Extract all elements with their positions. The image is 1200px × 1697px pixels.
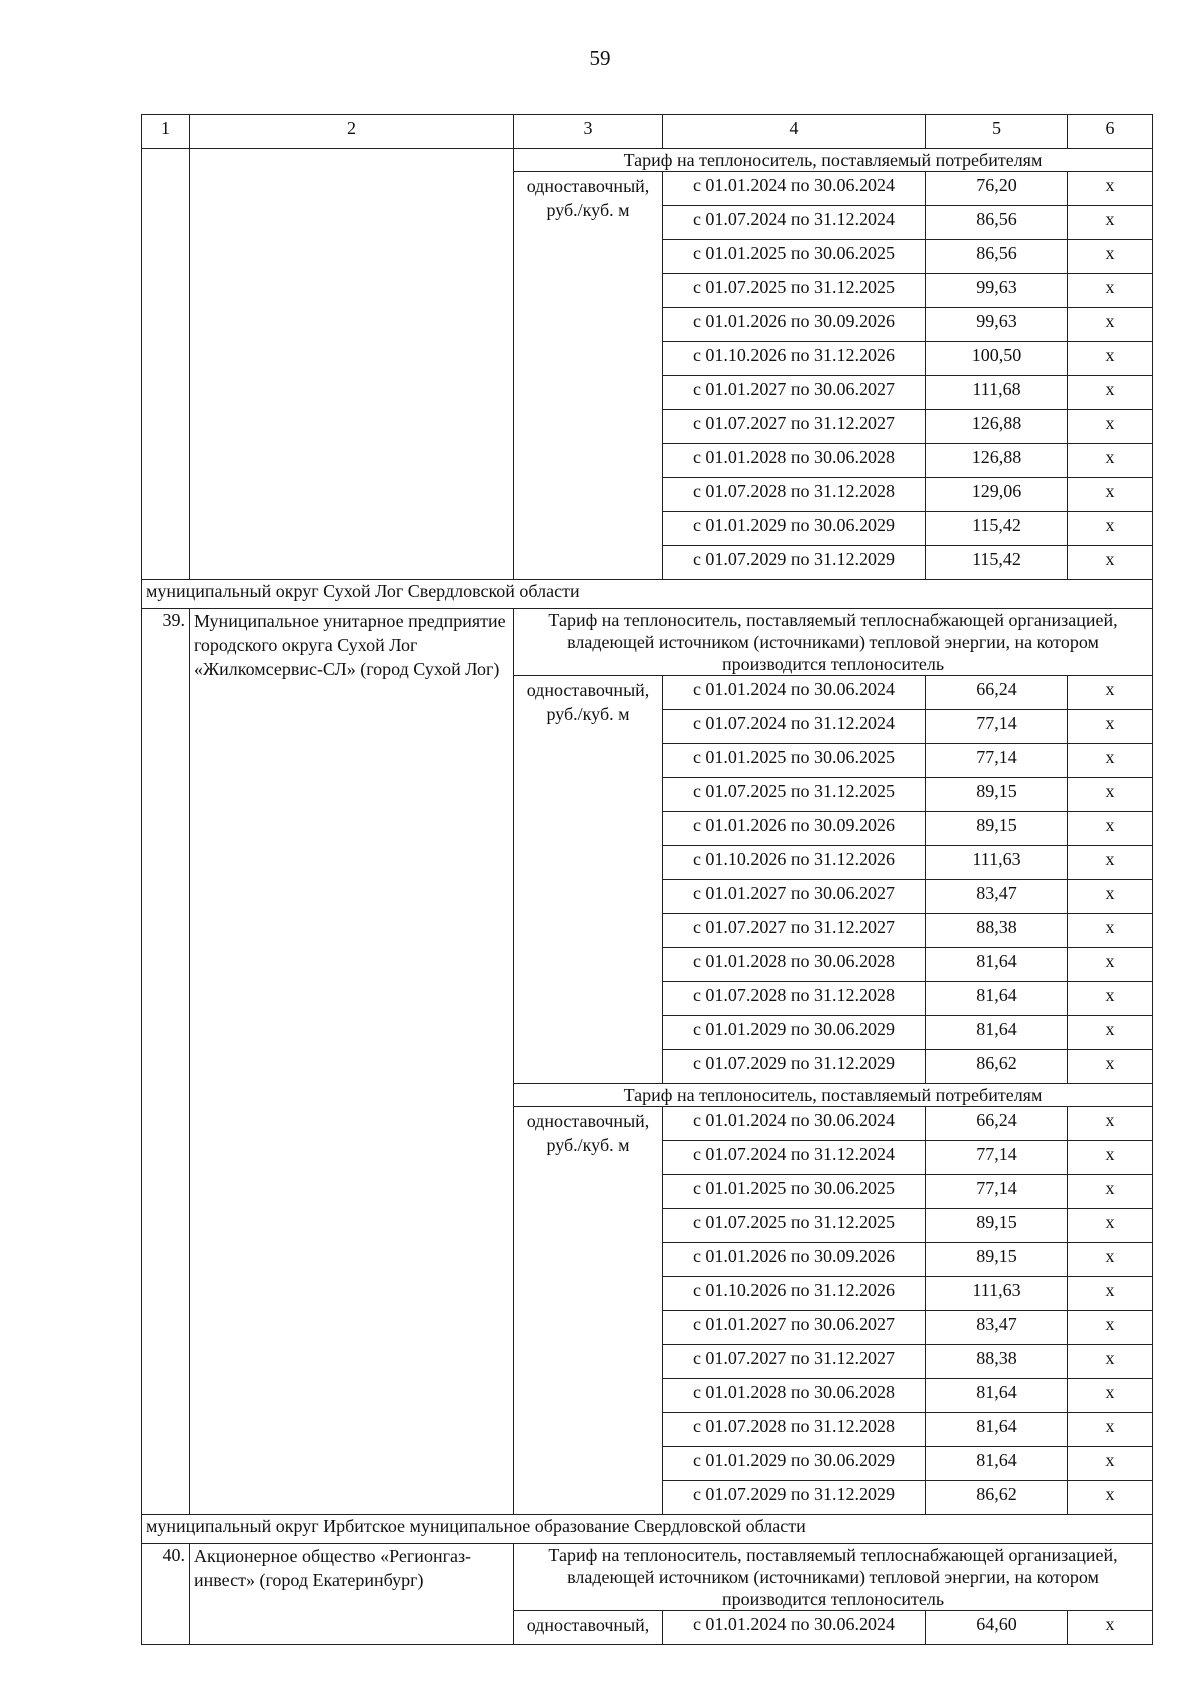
tariff-value-cell: 89,15 bbox=[926, 778, 1068, 812]
tariff-title: Тариф на теплоноситель, поставляемый теплоснабжающей организацией, владеющей источником (источниками) тепловой энергии, на котором производится теплоноситель bbox=[514, 1544, 1153, 1611]
column-6-cell: х bbox=[1068, 1243, 1153, 1277]
column-6-cell: х bbox=[1068, 1447, 1153, 1481]
column-6-cell: х bbox=[1068, 410, 1153, 444]
column-header: 1 bbox=[142, 115, 190, 149]
tariff-value-cell: 86,56 bbox=[926, 240, 1068, 274]
tariff-table-body bbox=[142, 115, 1153, 1645]
period-cell: с 01.07.2027 по 31.12.2027 bbox=[663, 1345, 926, 1379]
column-header: 5 bbox=[926, 115, 1068, 149]
column-6-cell: х bbox=[1068, 206, 1153, 240]
column-6-cell: х bbox=[1068, 1481, 1153, 1515]
period-cell: с 01.01.2025 по 30.06.2025 bbox=[663, 744, 926, 778]
tariff-title-row bbox=[142, 1544, 1153, 1611]
tariff-value-cell: 86,56 bbox=[926, 206, 1068, 240]
period-cell: с 01.07.2025 по 31.12.2025 bbox=[663, 274, 926, 308]
tariff-value-cell: 83,47 bbox=[926, 1311, 1068, 1345]
column-6-cell: х bbox=[1068, 478, 1153, 512]
tariff-value-cell: 111,68 bbox=[926, 376, 1068, 410]
row-number-cell bbox=[142, 149, 190, 580]
column-6-cell: х bbox=[1068, 914, 1153, 948]
period-cell: с 01.01.2027 по 30.06.2027 bbox=[663, 1311, 926, 1345]
column-6-cell: х bbox=[1068, 880, 1153, 914]
period-cell: с 01.01.2028 по 30.06.2028 bbox=[663, 444, 926, 478]
tariff-value-cell: 77,14 bbox=[926, 1175, 1068, 1209]
tariff-title: Тариф на теплоноситель, поставляемый теплоснабжающей организацией, владеющей источником (источниками) тепловой энергии, на котором производится теплоноситель bbox=[514, 609, 1153, 676]
tariff-value-cell: 99,63 bbox=[926, 274, 1068, 308]
period-cell: с 01.01.2028 по 30.06.2028 bbox=[663, 948, 926, 982]
municipality-row bbox=[142, 580, 1153, 609]
period-cell: с 01.07.2028 по 31.12.2028 bbox=[663, 982, 926, 1016]
period-cell: с 01.01.2024 по 30.06.2024 bbox=[663, 172, 926, 206]
tariff-title: Тариф на теплоноситель, поставляемый потребителям bbox=[514, 1084, 1153, 1107]
tariff-value-cell: 76,20 bbox=[926, 172, 1068, 206]
tariff-value-cell: 77,14 bbox=[926, 710, 1068, 744]
tariff-title-row bbox=[142, 609, 1153, 676]
tariff-value-cell: 86,62 bbox=[926, 1050, 1068, 1084]
column-header: 2 bbox=[190, 115, 514, 149]
column-6-cell: х bbox=[1068, 778, 1153, 812]
column-6-cell: х bbox=[1068, 1175, 1153, 1209]
column-header: 4 bbox=[663, 115, 926, 149]
column-6-cell: х bbox=[1068, 710, 1153, 744]
tariff-value-cell: 88,38 bbox=[926, 1345, 1068, 1379]
column-6-cell: х bbox=[1068, 274, 1153, 308]
column-6-cell: х bbox=[1068, 546, 1153, 580]
period-cell: с 01.01.2029 по 30.06.2029 bbox=[663, 1016, 926, 1050]
tariff-value-cell: 99,63 bbox=[926, 308, 1068, 342]
column-6-cell: х bbox=[1068, 1050, 1153, 1084]
column-6-cell: х bbox=[1068, 846, 1153, 880]
column-6-cell: х bbox=[1068, 376, 1153, 410]
period-cell: с 01.07.2024 по 31.12.2024 bbox=[663, 206, 926, 240]
organization-cell bbox=[190, 149, 514, 580]
tariff-value-cell: 81,64 bbox=[926, 1379, 1068, 1413]
unit-cell: одноставочный, bbox=[514, 1611, 663, 1645]
column-6-cell: х bbox=[1068, 1141, 1153, 1175]
organization-cell: Муниципальное унитарное предприятие городского округа Сухой Лог «Жилкомсервис-СЛ» (город Сухой Лог) bbox=[190, 609, 514, 1515]
period-cell: с 01.07.2029 по 31.12.2029 bbox=[663, 546, 926, 580]
tariff-value-cell: 64,60 bbox=[926, 1611, 1068, 1645]
period-cell: с 01.01.2026 по 30.09.2026 bbox=[663, 1243, 926, 1277]
tariff-value-cell: 126,88 bbox=[926, 444, 1068, 478]
tariff-value-cell: 77,14 bbox=[926, 744, 1068, 778]
period-cell: с 01.01.2026 по 30.09.2026 bbox=[663, 812, 926, 846]
tariff-value-cell: 126,88 bbox=[926, 410, 1068, 444]
period-cell: с 01.07.2027 по 31.12.2027 bbox=[663, 410, 926, 444]
tariff-value-cell: 81,64 bbox=[926, 1413, 1068, 1447]
period-cell: с 01.01.2026 по 30.09.2026 bbox=[663, 308, 926, 342]
period-cell: с 01.10.2026 по 31.12.2026 bbox=[663, 342, 926, 376]
period-cell: с 01.07.2025 по 31.12.2025 bbox=[663, 778, 926, 812]
period-cell: с 01.01.2024 по 30.06.2024 bbox=[663, 1611, 926, 1645]
column-6-cell: х bbox=[1068, 1413, 1153, 1447]
tariff-value-cell: 100,50 bbox=[926, 342, 1068, 376]
period-cell: с 01.01.2027 по 30.06.2027 bbox=[663, 880, 926, 914]
period-cell: с 01.10.2026 по 31.12.2026 bbox=[663, 846, 926, 880]
organization-cell: Акционерное общество «Регионгаз-инвест» (город Екатеринбург) bbox=[190, 1544, 514, 1645]
period-cell: с 01.01.2024 по 30.06.2024 bbox=[663, 1107, 926, 1141]
tariff-value-cell: 81,64 bbox=[926, 948, 1068, 982]
tariff-value-cell: 89,15 bbox=[926, 812, 1068, 846]
column-6-cell: х bbox=[1068, 1277, 1153, 1311]
period-cell: с 01.07.2025 по 31.12.2025 bbox=[663, 1209, 926, 1243]
column-6-cell: х bbox=[1068, 744, 1153, 778]
column-6-cell: х bbox=[1068, 308, 1153, 342]
tariff-value-cell: 129,06 bbox=[926, 478, 1068, 512]
column-number-row bbox=[142, 115, 1153, 149]
tariff-value-cell: 111,63 bbox=[926, 1277, 1068, 1311]
tariff-value-cell: 81,64 bbox=[926, 982, 1068, 1016]
row-number-cell: 39. bbox=[142, 609, 190, 1515]
period-cell: с 01.01.2024 по 30.06.2024 bbox=[663, 676, 926, 710]
tariff-value-cell: 81,64 bbox=[926, 1447, 1068, 1481]
tariff-value-cell: 89,15 bbox=[926, 1243, 1068, 1277]
period-cell: с 01.07.2029 по 31.12.2029 bbox=[663, 1481, 926, 1515]
column-6-cell: х bbox=[1068, 1379, 1153, 1413]
tariff-value-cell: 111,63 bbox=[926, 846, 1068, 880]
column-6-cell: х bbox=[1068, 982, 1153, 1016]
tariff-value-cell: 86,62 bbox=[926, 1481, 1068, 1515]
period-cell: с 01.07.2028 по 31.12.2028 bbox=[663, 478, 926, 512]
period-cell: с 01.07.2029 по 31.12.2029 bbox=[663, 1050, 926, 1084]
tariff-value-cell: 83,47 bbox=[926, 880, 1068, 914]
municipality-name: муниципальный округ Сухой Лог Свердловской области bbox=[142, 580, 1153, 609]
period-cell: с 01.10.2026 по 31.12.2026 bbox=[663, 1277, 926, 1311]
column-header: 6 bbox=[1068, 115, 1153, 149]
period-cell: с 01.01.2028 по 30.06.2028 bbox=[663, 1379, 926, 1413]
tariff-value-cell: 66,24 bbox=[926, 676, 1068, 710]
unit-cell: одноставочный, руб./куб. м bbox=[514, 1107, 663, 1515]
tariff-value-cell: 81,64 bbox=[926, 1016, 1068, 1050]
column-6-cell: х bbox=[1068, 676, 1153, 710]
period-cell: с 01.01.2027 по 30.06.2027 bbox=[663, 376, 926, 410]
tariff-value-cell: 66,24 bbox=[926, 1107, 1068, 1141]
period-cell: с 01.07.2027 по 31.12.2027 bbox=[663, 914, 926, 948]
column-6-cell: х bbox=[1068, 444, 1153, 478]
period-cell: с 01.01.2029 по 30.06.2029 bbox=[663, 512, 926, 546]
column-6-cell: х bbox=[1068, 812, 1153, 846]
period-cell: с 01.07.2024 по 31.12.2024 bbox=[663, 710, 926, 744]
column-6-cell: х bbox=[1068, 1016, 1153, 1050]
period-cell: с 01.07.2028 по 31.12.2028 bbox=[663, 1413, 926, 1447]
tariff-title-row bbox=[142, 149, 1153, 172]
column-6-cell: х bbox=[1068, 512, 1153, 546]
tariff-table bbox=[141, 114, 1153, 1645]
period-cell: с 01.01.2025 по 30.06.2025 bbox=[663, 1175, 926, 1209]
column-6-cell: х bbox=[1068, 342, 1153, 376]
tariff-title: Тариф на теплоноситель, поставляемый потребителям bbox=[514, 149, 1153, 172]
column-6-cell: х bbox=[1068, 1611, 1153, 1645]
tariff-value-cell: 77,14 bbox=[926, 1141, 1068, 1175]
column-header: 3 bbox=[514, 115, 663, 149]
column-6-cell: х bbox=[1068, 172, 1153, 206]
period-cell: с 01.07.2024 по 31.12.2024 bbox=[663, 1141, 926, 1175]
row-number-cell: 40. bbox=[142, 1544, 190, 1645]
column-6-cell: х bbox=[1068, 1107, 1153, 1141]
column-6-cell: х bbox=[1068, 1209, 1153, 1243]
period-cell: с 01.01.2025 по 30.06.2025 bbox=[663, 240, 926, 274]
municipality-name: муниципальный округ Ирбитское муниципальное образование Свердловской области bbox=[142, 1515, 1153, 1544]
column-6-cell: х bbox=[1068, 1345, 1153, 1379]
tariff-value-cell: 115,42 bbox=[926, 512, 1068, 546]
tariff-value-cell: 89,15 bbox=[926, 1209, 1068, 1243]
unit-cell: одноставочный, руб./куб. м bbox=[514, 172, 663, 580]
page-number: 59 bbox=[589, 46, 611, 70]
period-cell: с 01.01.2029 по 30.06.2029 bbox=[663, 1447, 926, 1481]
municipality-row bbox=[142, 1515, 1153, 1544]
unit-cell: одноставочный, руб./куб. м bbox=[514, 676, 663, 1084]
column-6-cell: х bbox=[1068, 1311, 1153, 1345]
column-6-cell: х bbox=[1068, 240, 1153, 274]
column-6-cell: х bbox=[1068, 948, 1153, 982]
tariff-value-cell: 115,42 bbox=[926, 546, 1068, 580]
tariff-value-cell: 88,38 bbox=[926, 914, 1068, 948]
